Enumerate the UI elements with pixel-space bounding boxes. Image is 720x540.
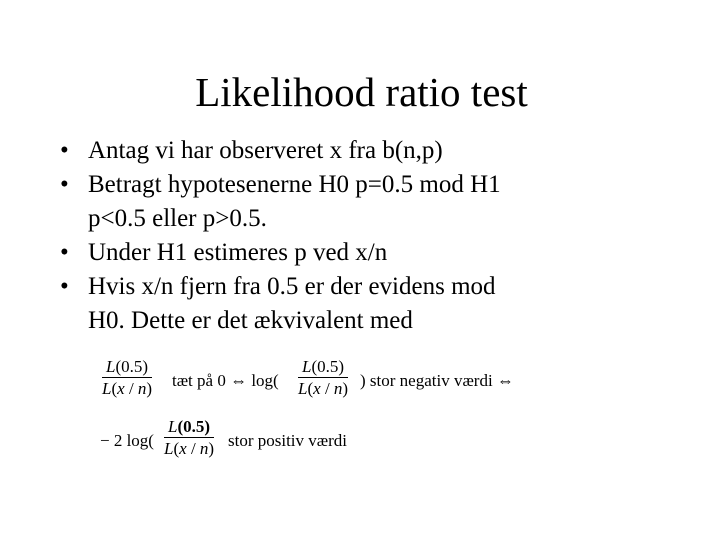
bullet-marker: • — [60, 171, 69, 198]
formula-text: tæt på 0 ⇔ log( — [172, 371, 279, 390]
slide-title: Likelihood ratio test — [195, 69, 528, 115]
bullet-text: Antag vi har observeret x fra b(n,p) — [88, 137, 443, 164]
formula-text: ) stor negativ værdi ⇔ — [360, 371, 514, 390]
bullet-text-line: Betragt hypotesenerne H0 p=0.5 mod H1 — [88, 171, 501, 198]
bullet-text-line: Hvis x/n fjern fra 0.5 er der evidens mod — [88, 273, 496, 300]
bullet-list — [60, 134, 680, 338]
bullet-text-line: H0. Dette er det ækvivalent med — [88, 307, 413, 334]
bullet-text-line: p<0.5 eller p>0.5. — [88, 205, 267, 232]
bullet-item — [60, 134, 680, 168]
bullet-marker: • — [60, 273, 69, 300]
bullet-item — [60, 236, 680, 270]
formula-text: stor positiv værdi — [228, 431, 348, 450]
fraction-likelihood-ratio: $\frac{L(0.5)}{L(x / n)}$ — [298, 357, 349, 398]
fraction-likelihood-ratio: $\frac{L(0.5)}{L(x / n)}$ — [102, 357, 153, 398]
bullet-marker: • — [60, 239, 69, 266]
fraction-likelihood-ratio-bold: $\frac{L(0.5)}{L(x / n)}$ — [164, 417, 215, 458]
bullet-item — [60, 270, 680, 338]
bullet-item — [60, 168, 680, 236]
bullet-text: Under H1 estimeres p ved x/n — [88, 239, 388, 266]
likelihood-formula — [100, 356, 580, 468]
formula-text: − 2 log( — [100, 431, 154, 450]
bullet-marker: • — [60, 137, 69, 164]
